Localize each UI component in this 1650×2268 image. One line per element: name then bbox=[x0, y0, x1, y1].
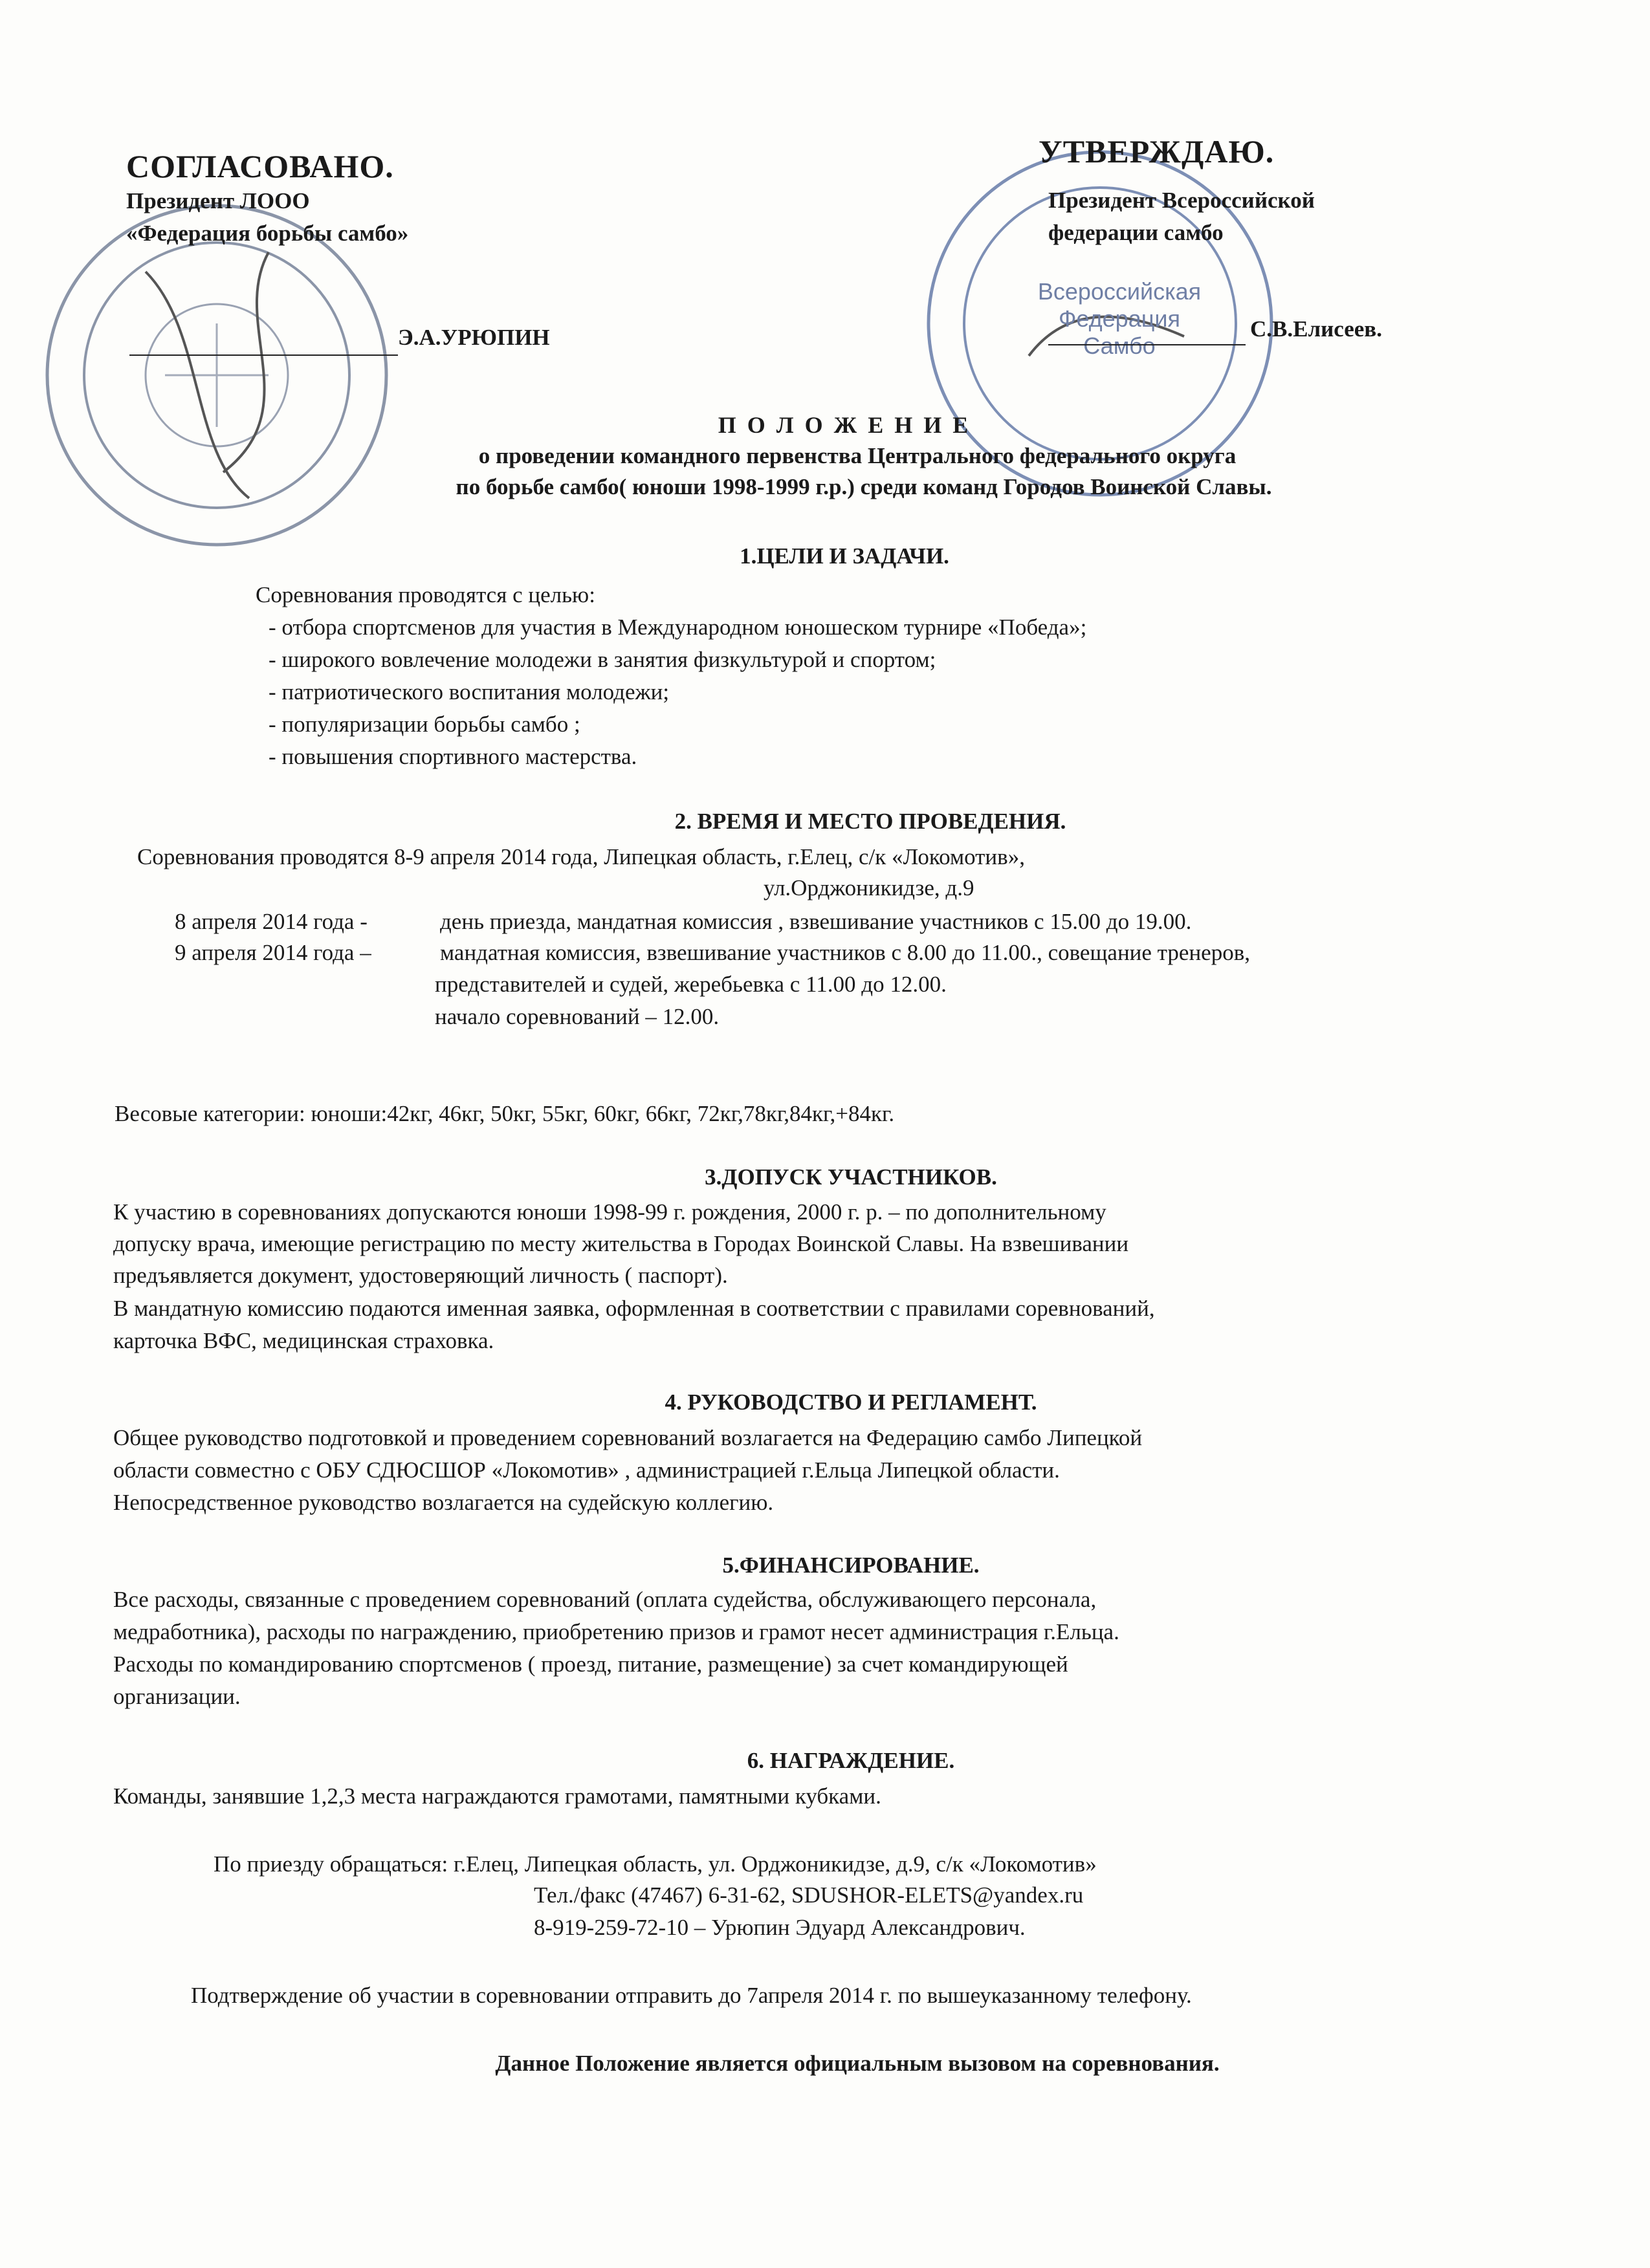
right-signature-line bbox=[1048, 344, 1246, 345]
section-1-heading: 1.ЦЕЛИ И ЗАДАЧИ. bbox=[740, 543, 949, 569]
section-5-line: организации. bbox=[113, 1684, 241, 1709]
section-4-line: Общее руководство подготовкой и проведением соревнований возлагается на Федерацию самбо Липецкой bbox=[113, 1425, 1143, 1450]
section-6-text: Команды, занявшие 1,2,3 места награждаются грамотами, памятными кубками. bbox=[113, 1783, 881, 1809]
section-1-item: - широкого вовлечение молодежи в занятия физкультурой и спортом; bbox=[269, 647, 936, 672]
section-1-item: - отбора спортсменов для участия в Международном юношеском турнире «Победа»; bbox=[269, 615, 1087, 640]
day-2-text-3: начало соревнований – 12.00. bbox=[435, 1004, 720, 1029]
agreed-title: СОГЛАСОВАНО. bbox=[126, 148, 394, 184]
closing-note: Данное Положение является официальным вызовом на соревнования. bbox=[495, 2051, 1220, 2076]
contacts-mobile: 8-919-259-72-10 – Урюпин Эдуард Александрович. bbox=[534, 1915, 1026, 1940]
section-5-line: медработника), расходы по награждению, приобретению призов и грамот несет администрация г.Ельца. bbox=[113, 1619, 1119, 1644]
agreed-line-1: Президент ЛООО bbox=[126, 188, 310, 213]
day-2-text-2: представителей и судей, жеребьевка с 11.00 до 12.00. bbox=[435, 972, 947, 997]
confirmation-note: Подтверждение об участии в соревновании отправить до 7апреля 2014 г. по вышеуказанному телефону. bbox=[191, 1983, 1192, 2008]
day-1-text: день приезда, мандатная комиссия , взвешивание участников с 15.00 до 19.00. bbox=[440, 909, 1192, 934]
right-signatory-name: С.В.Елисеев. bbox=[1250, 316, 1382, 342]
section-1-item: - патриотического воспитания молодежи; bbox=[269, 679, 670, 704]
stamp-line-2: Федерация bbox=[1059, 305, 1180, 332]
contacts-phone-email: Тел./факс (47467) 6-31-62, SDUSHOR-ELETS@yandex.ru bbox=[534, 1882, 1084, 1908]
day-2-date: 9 апреля 2014 года – bbox=[175, 940, 371, 965]
weight-categories: Весовые категории: юноши:42кг, 46кг, 50кг, 55кг, 60кг, 66кг, 72кг,78кг,84кг,+84кг. bbox=[115, 1101, 895, 1126]
approval-block-left bbox=[126, 147, 408, 250]
section-3-heading: 3.ДОПУСК УЧАСТНИКОВ. bbox=[705, 1164, 997, 1190]
day-2-text-1: мандатная комиссия, взвешивание участников с 8.00 до 11.00., совещание тренеров, bbox=[440, 940, 1250, 965]
section-4-line: области совместно с ОБУ СДЮСШОР «Локомотив» , администрацией г.Ельца Липецкой области. bbox=[113, 1457, 1060, 1483]
section-6-heading: 6. НАГРАЖДЕНИЕ. bbox=[747, 1748, 955, 1773]
approved-details bbox=[1048, 184, 1315, 249]
section-1-item: - популяризации борьбы самбо ; bbox=[269, 712, 580, 737]
left-signature-line bbox=[129, 354, 398, 356]
section-1-item: - повышения спортивного мастерства. bbox=[269, 744, 637, 769]
stamp-line-3: Самбо bbox=[1083, 333, 1156, 359]
section-4-line: Непосредственное руководство возлагается на судейскую коллегию. bbox=[113, 1490, 774, 1515]
section-1-intro: Соревнования проводятся с целью: bbox=[256, 582, 595, 607]
section-4-heading: 4. РУКОВОДСТВО И РЕГЛАМЕНТ. bbox=[665, 1390, 1037, 1415]
contacts-address: По приезду обращаться: г.Елец, Липецкая область, ул. Орджоникидзе, д.9, с/к «Локомотив» bbox=[214, 1851, 1097, 1877]
section-2-heading: 2. ВРЕМЯ И МЕСТО ПРОВЕДЕНИЯ. bbox=[674, 809, 1066, 834]
section-3-line: допуску врача, имеющие регистрацию по месту жительства в Городах Воинской Славы. На взвешивании bbox=[113, 1231, 1129, 1256]
venue-line-1: Соревнования проводятся 8-9 апреля 2014 года, Липецкая область, г.Елец, с/к «Локомотив», bbox=[137, 844, 1025, 869]
approved-title: УТВЕРЖДАЮ. bbox=[1039, 133, 1275, 169]
approval-block-right bbox=[1039, 133, 1274, 170]
approved-line-1: Президент Всероссийской bbox=[1048, 188, 1315, 213]
agreed-line-2: «Федерация борьбы самбо» bbox=[126, 221, 409, 246]
stamp-line-1: Всероссийская bbox=[1037, 278, 1202, 305]
section-3-line: В мандатную комиссию подаются именная заявка, оформленная в соответствии с правилами соревнований, bbox=[113, 1296, 1155, 1321]
section-5-line: Все расходы, связанные с проведением соревнований (оплата судейства, обслуживающего персонала, bbox=[113, 1587, 1097, 1612]
section-3-line: карточка ВФС, медицинская страховка. bbox=[113, 1328, 494, 1353]
document-subtitle-1: о проведении командного первенства Центрального федерального округа bbox=[478, 443, 1237, 468]
approved-line-2: федерации самбо bbox=[1048, 220, 1224, 245]
document-title: П О Л О Ж Е Н И Е bbox=[718, 412, 971, 438]
venue-line-2: ул.Орджоникидзе, д.9 bbox=[764, 875, 974, 900]
right-stamp-text bbox=[1022, 278, 1216, 360]
document-subtitle-2: по борьбе самбо( юноши 1998-1999 г.р.) среди команд Городов Воинской Славы. bbox=[456, 474, 1272, 499]
left-signatory-name: Э.А.УРЮПИН bbox=[398, 325, 550, 350]
section-3-line: К участию в соревнованиях допускаются юноши 1998-99 г. рождения, 2000 г. р. – по дополнительному bbox=[113, 1199, 1106, 1225]
section-5-heading: 5.ФИНАНСИРОВАНИЕ. bbox=[722, 1553, 980, 1578]
section-3-line: предъявляется документ, удостоверяющий личность ( паспорт). bbox=[113, 1263, 728, 1288]
section-5-line: Расходы по командированию спортсменов ( проезд, питание, размещение) за счет командирующей bbox=[113, 1652, 1068, 1677]
day-1-date: 8 апреля 2014 года - bbox=[175, 909, 368, 934]
